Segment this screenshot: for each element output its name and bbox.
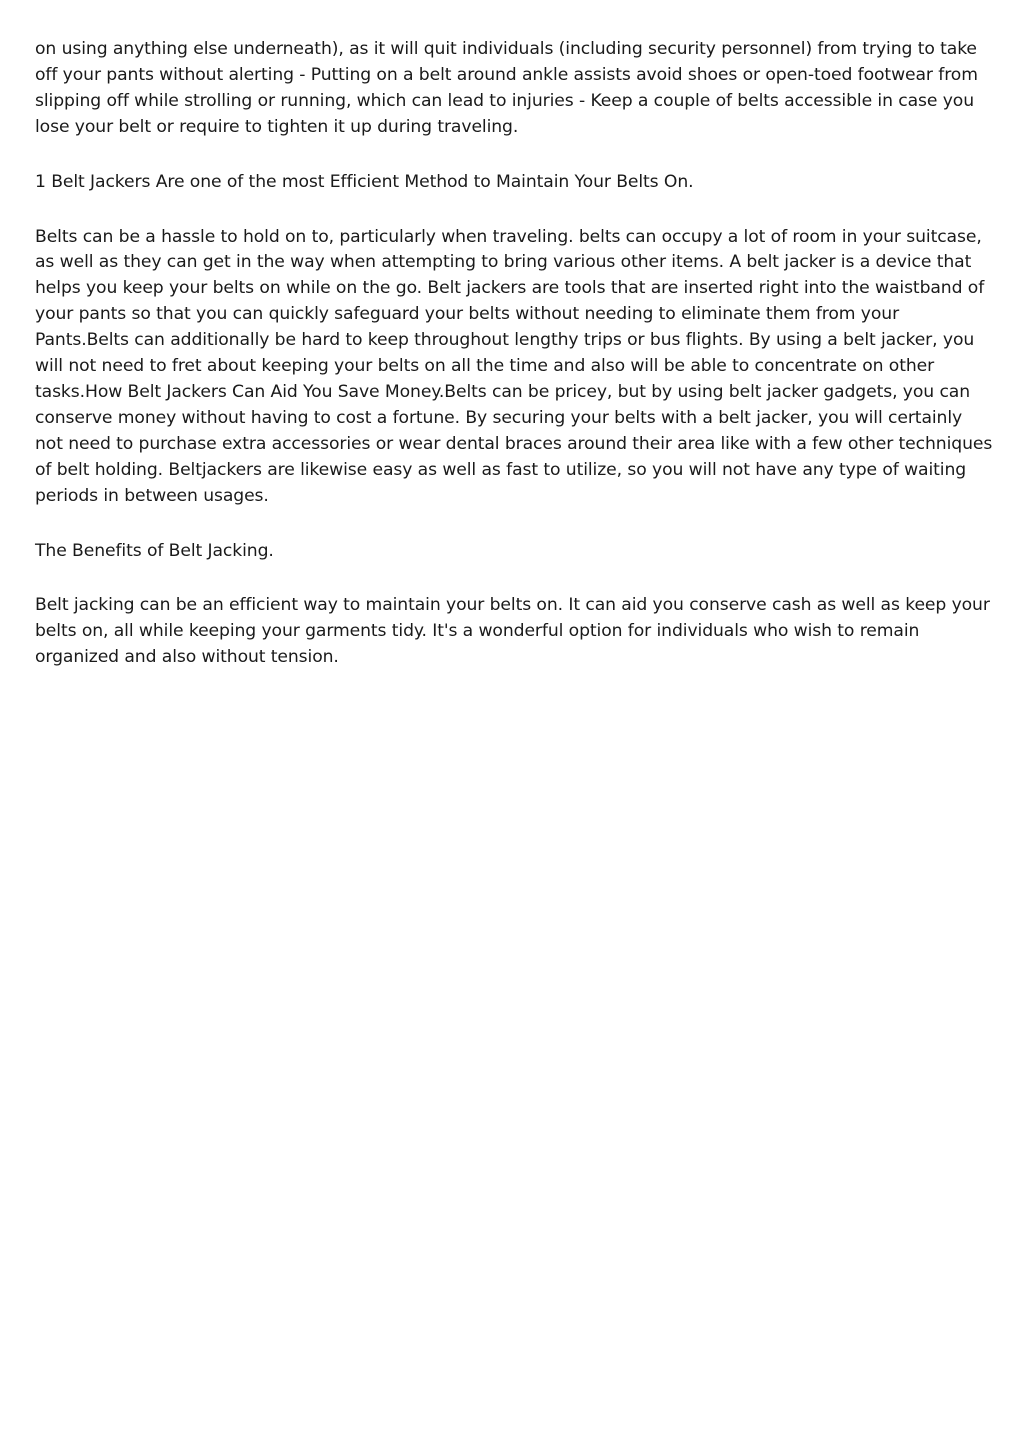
document-page	[35, 37, 995, 700]
body-paragraph: on using anything else underneath), as it will quit individuals (including security personnel) from trying to take off your pants without alerting - Putting on a belt around ankle assists avoid shoes or open-toed footwear from slipping off while strolling or running, which can lead to injuries - Keep a couple of belts accessible in case you lose your belt or require to tighten it up during traveling.	[35, 39, 978, 137]
body-paragraph: Belts can be a hassle to hold on to, particularly when traveling. belts can occupy a lot of room in your suitcase, as well as they can get in the way when attempting to bring various other items. A belt jacker is a device that helps you keep your belts on while on the go. Belt jackers are tools that are inserted right into the waistband of your pants so that you can quickly safeguard your belts without needing to eliminate them from your Pants.Belts can additionally be hard to keep throughout lengthy trips or bus flights. By using a belt jacker, you will not need to fret about keeping your belts on all the time and also will be able to concentrate on other tasks.How Belt Jackers Can Aid You Save Money.Belts can be pricey, but by using belt jacker gadgets, you can conserve money without having to cost a fortune. By securing your belts with a belt jacker, you will certainly not need to purchase extra accessories or wear dental braces around their area like with a few other techniques of belt holding. Beltjackers are likewise easy as well as fast to utilize, so you will not have any type of waiting periods in between usages.	[35, 226, 993, 506]
body-paragraph: Belt jacking can be an efficient way to maintain your belts on. It can aid you conserve cash as well as keep your belts on, all while keeping your garments tidy. It's a wonderful option for individuals who wish to remain organized and also without tension.	[35, 595, 990, 668]
section-heading: 1 Belt Jackers Are one of the most Efficient Method to Maintain Your Belts On.	[35, 171, 694, 192]
section-heading: The Benefits of Belt Jacking.	[35, 540, 274, 561]
